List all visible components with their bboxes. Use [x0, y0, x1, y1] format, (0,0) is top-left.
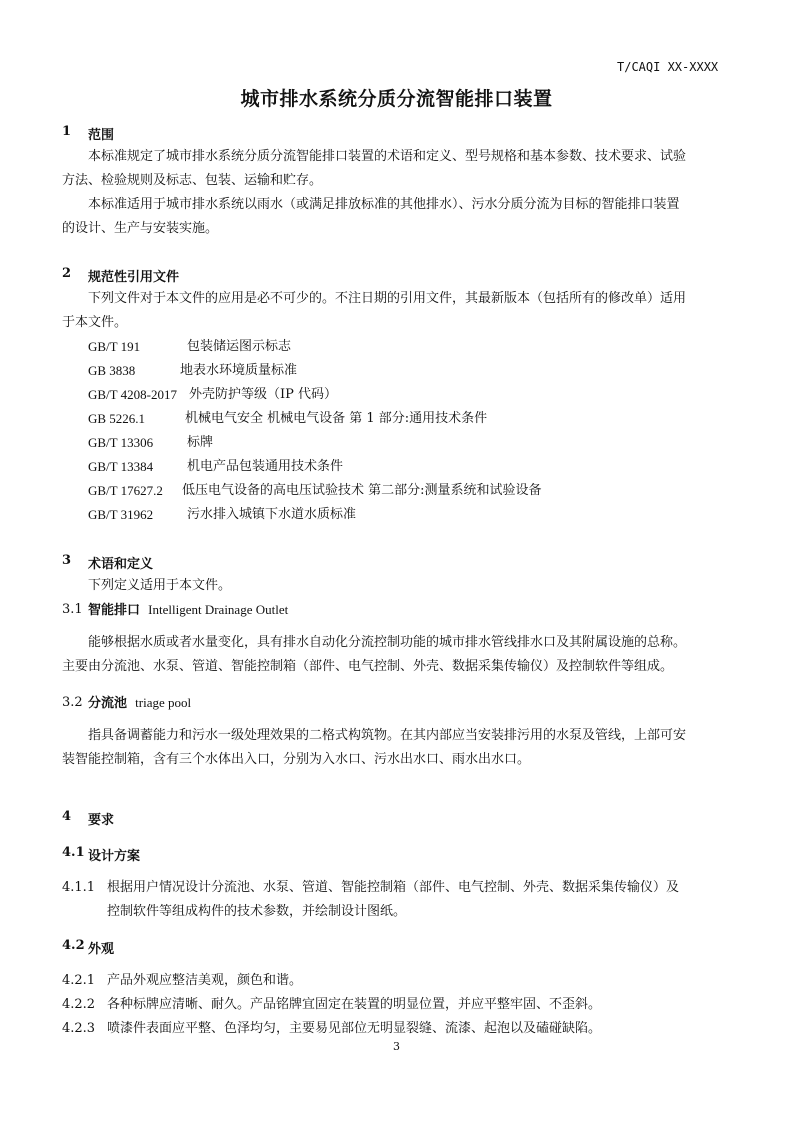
reference-code: GB 3838: [88, 363, 136, 378]
section-4-2-heading: 外观: [88, 942, 115, 957]
reference-name: 低压电气设备的高电压试验技术 第二部分:测量系统和试验设备: [182, 483, 542, 498]
section-3-heading: 术语和定义: [88, 557, 154, 572]
section-2-heading: 规范性引用文件: [88, 270, 180, 285]
reference-code: GB/T 191: [88, 339, 141, 354]
reference-item: [0, 434, 793, 454]
term-3-1-english: Intelligent Drainage Outlet: [148, 602, 289, 617]
reference-name: 污水排入城镇下水道水质标准: [187, 507, 357, 522]
section-4-1-number: 4.1: [62, 845, 85, 860]
term-3-2-definition-line-1: 指具备调蓄能力和污水一级处理效果的二格式构筑物。在其内部应当安装排污用的水泵及管线，上部可安: [88, 728, 687, 743]
section-1-para-2-line-1: 本标准适用于城市排水系统以雨水（或满足排放标准的其他排水）、污水分质分流为目标的智能排口装置: [88, 197, 680, 212]
term-3-1-title: [88, 601, 288, 620]
section-2-para-line-2: 于本文件。: [62, 315, 128, 330]
term-3-1-number: 3.1: [62, 602, 83, 617]
item-4-2-1-number: 4.2.1: [62, 973, 96, 988]
reference-item: [0, 482, 793, 502]
reference-name: 外壳防护等级（IP 代码）: [189, 387, 338, 402]
item-4-2-2-text: 各种标牌应清晰、耐久。产品铭牌宜固定在装置的明显位置，并应平整牢固、不歪斜。: [107, 997, 602, 1012]
document-id: T/CAQI XX-XXXX: [617, 60, 719, 74]
reference-item: [0, 458, 793, 478]
section-4-number: 4: [62, 809, 72, 824]
item-4-2-3-text: 喷漆件表面应平整、色泽均匀，主要易见部位无明显裂缝、流漆、起泡以及磕碰缺陷。: [107, 1021, 602, 1036]
term-3-2-title: [88, 694, 191, 713]
section-1-heading: 范围: [88, 128, 115, 143]
item-4-1-1-line-2: 控制软件等组成构件的技术参数，并绘制设计图纸。: [107, 904, 407, 919]
reference-name: 包装储运图示标志: [187, 339, 292, 354]
document-title: 城市排水系统分质分流智能排口装置: [240, 88, 553, 110]
item-4-1-1-line-1: 根据用户情况设计分流池、水泵、管道、智能控制箱（部件、电气控制、外壳、数据采集传输仪）及: [107, 880, 680, 895]
reference-code: GB/T 13306: [88, 435, 154, 450]
reference-item: [0, 362, 793, 382]
section-2-para-line-1: 下列文件对于本文件的应用是必不可少的。不注日期的引用文件，其最新版本（包括所有的修改单）适用: [88, 291, 687, 306]
reference-code: GB/T 17627.2: [88, 483, 163, 498]
reference-item: [0, 410, 793, 430]
section-4-heading: 要求: [88, 813, 115, 828]
reference-code: GB 5226.1: [88, 411, 146, 426]
reference-name: 地表水环境质量标准: [180, 363, 298, 378]
section-1-para-1-line-2: 方法、检验规则及标志、包装、运输和贮存。: [62, 173, 323, 188]
item-4-2-1-text: 产品外观应整洁美观，颜色和谐。: [107, 973, 303, 988]
reference-code: GB/T 4208-2017: [88, 387, 177, 402]
reference-item: [0, 338, 793, 358]
reference-item: [0, 386, 793, 406]
term-3-2-number: 3.2: [62, 695, 83, 710]
section-1-number: 1: [62, 124, 72, 139]
term-3-2-chinese: 分流池: [88, 696, 128, 711]
reference-name: 机械电气安全 机械电气设备 第 1 部分:通用技术条件: [185, 411, 488, 426]
term-3-1-definition-line-1: 能够根据水质或者水量变化，具有排水自动化分流控制功能的城市排水管线排水口及其附属设施的总称。: [88, 635, 687, 650]
reference-name: 标牌: [187, 435, 214, 450]
section-2-number: 2: [62, 266, 72, 281]
section-3-number: 3: [62, 553, 72, 568]
reference-code: GB/T 13384: [88, 459, 154, 474]
item-4-2-3-number: 4.2.3: [62, 1021, 96, 1036]
item-4-1-1-number: 4.1.1: [62, 880, 96, 895]
section-1-para-2-line-2: 的设计、生产与安装实施。: [62, 221, 219, 236]
section-4-1-heading: 设计方案: [88, 849, 141, 864]
page-number: 3: [393, 1040, 400, 1053]
section-1-para-1-line-1: 本标准规定了城市排水系统分质分流智能排口装置的术语和定义、型号规格和基本参数、技术要求、试验: [88, 149, 687, 164]
reference-name: 机电产品包装通用技术条件: [187, 459, 344, 474]
reference-item: [0, 506, 793, 526]
section-3-intro: 下列定义适用于本文件。: [88, 578, 232, 593]
term-3-1-definition-line-2: 主要由分流池、水泵、管道、智能控制箱（部件、电气控制、外壳、数据采集传输仪）及控制软件等组成。: [62, 659, 674, 674]
item-4-2-2-number: 4.2.2: [62, 997, 96, 1012]
term-3-1-chinese: 智能排口: [88, 603, 141, 618]
reference-code: GB/T 31962: [88, 507, 154, 522]
term-3-2-definition-line-2: 装智能控制箱，含有三个水体出入口，分别为入水口、污水出水口、雨水出水口。: [62, 752, 531, 767]
section-4-2-number: 4.2: [62, 938, 85, 953]
term-3-2-english: triage pool: [135, 695, 192, 710]
